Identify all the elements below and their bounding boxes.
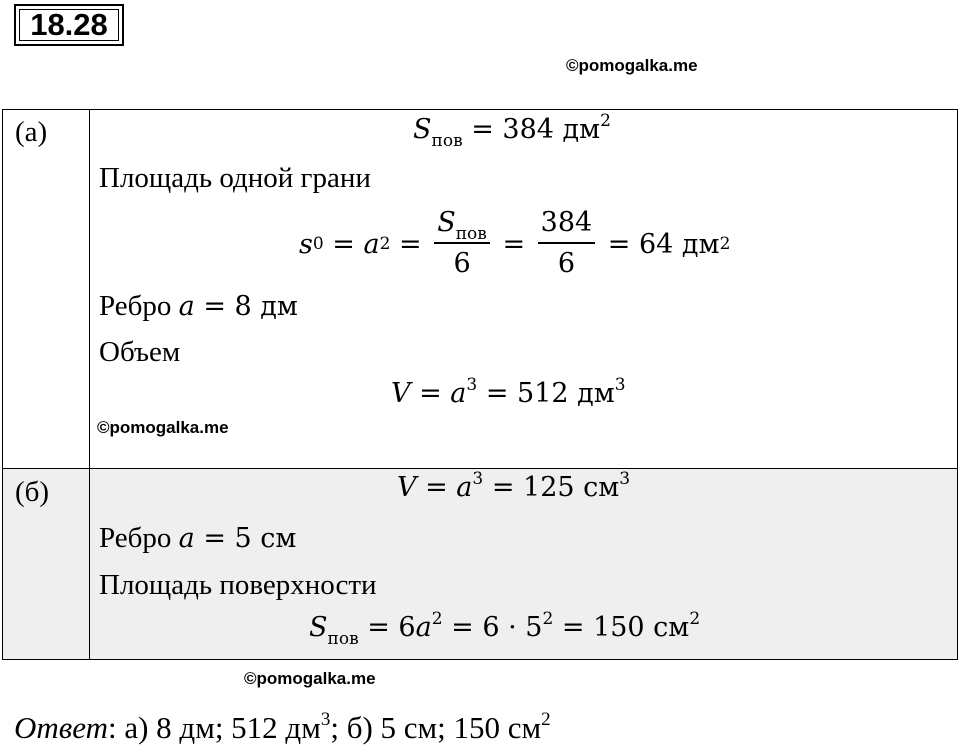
fraction-numerator: $S_{пов}$ bbox=[437, 207, 487, 244]
face-area-symbol: s bbox=[299, 228, 313, 260]
surface-area-subscript: пов bbox=[431, 131, 463, 151]
volume-text: Объем bbox=[99, 336, 181, 368]
column-divider bbox=[89, 110, 90, 659]
edge-line-a bbox=[99, 290, 298, 323]
watermark-top: ©pomogalka.me bbox=[566, 56, 698, 75]
edge-var: a bbox=[178, 291, 195, 322]
problem-number: 18.28 bbox=[19, 9, 119, 41]
face-area-formula: s 0 = a 2 = $\frac{S_{пов}}{6}$ = $\frac{384}{6}$ = 64 дм 2 bbox=[299, 204, 730, 284]
answer-label: Ответ bbox=[14, 710, 108, 745]
volume-symbol: V bbox=[391, 378, 411, 409]
edge-symbol: a bbox=[363, 228, 380, 260]
answer-part-a: а) 8 дм; 512 дм bbox=[124, 710, 321, 745]
volume-result: = 512 дм bbox=[477, 378, 615, 409]
edge-line-b: Ребро a = 5 см bbox=[99, 522, 297, 554]
answer-line: Ответ: а) 8 дм; 512 $дм^3$; б) 5 см; 150 $см^2$ bbox=[14, 709, 551, 745]
fraction-denominator: 6 bbox=[453, 248, 471, 279]
row-a-label: (а) bbox=[15, 116, 48, 148]
volume-formula-b: $V = a^3 = 125$ $см^3$ bbox=[397, 469, 631, 503]
fraction-denominator: 6 bbox=[557, 248, 576, 279]
face-area-text: Площадь одной грани bbox=[99, 162, 371, 194]
answer-part-b: ; б) 5 см; 150 см bbox=[330, 710, 542, 745]
edge-value-b: = 5 см bbox=[194, 523, 297, 554]
surface-area-value: = 384 дм bbox=[462, 114, 601, 145]
volume-result-b: = 125 см bbox=[483, 472, 620, 503]
problem-number-box bbox=[14, 4, 124, 46]
surface-formula-b: $S_{пов} = 6a^2 = 6 \cdot 5^2 = 150$ $см^2$ bbox=[309, 609, 701, 649]
fraction-numerator: 384 bbox=[540, 207, 593, 238]
surface-text: Площадь поверхности bbox=[99, 569, 377, 601]
watermark-bottom: ©pomogalka.me bbox=[244, 669, 376, 688]
edge-value: = 8 дм bbox=[194, 291, 298, 322]
solution-table bbox=[2, 109, 958, 660]
watermark-middle: ©pomogalka.me bbox=[97, 418, 229, 437]
fraction-surface-over-six bbox=[434, 204, 490, 284]
edge-text: Ребро bbox=[99, 290, 179, 322]
surface-result-b: = 150 см bbox=[553, 612, 690, 643]
face-area-result: = 64 дм bbox=[599, 228, 720, 260]
fraction-384-over-six bbox=[538, 204, 596, 284]
equals-2: = bbox=[390, 228, 431, 260]
surface-area-given bbox=[413, 111, 611, 151]
surface-area-exponent: 2 bbox=[600, 111, 611, 131]
surface-area-symbol: S bbox=[413, 114, 432, 145]
equals-3: = bbox=[493, 228, 534, 260]
equals-1: = bbox=[323, 228, 364, 260]
volume-formula-a: $V = a^3 = 512$ $дм^3$ bbox=[391, 375, 626, 409]
row-b-label: (б) bbox=[15, 476, 50, 508]
